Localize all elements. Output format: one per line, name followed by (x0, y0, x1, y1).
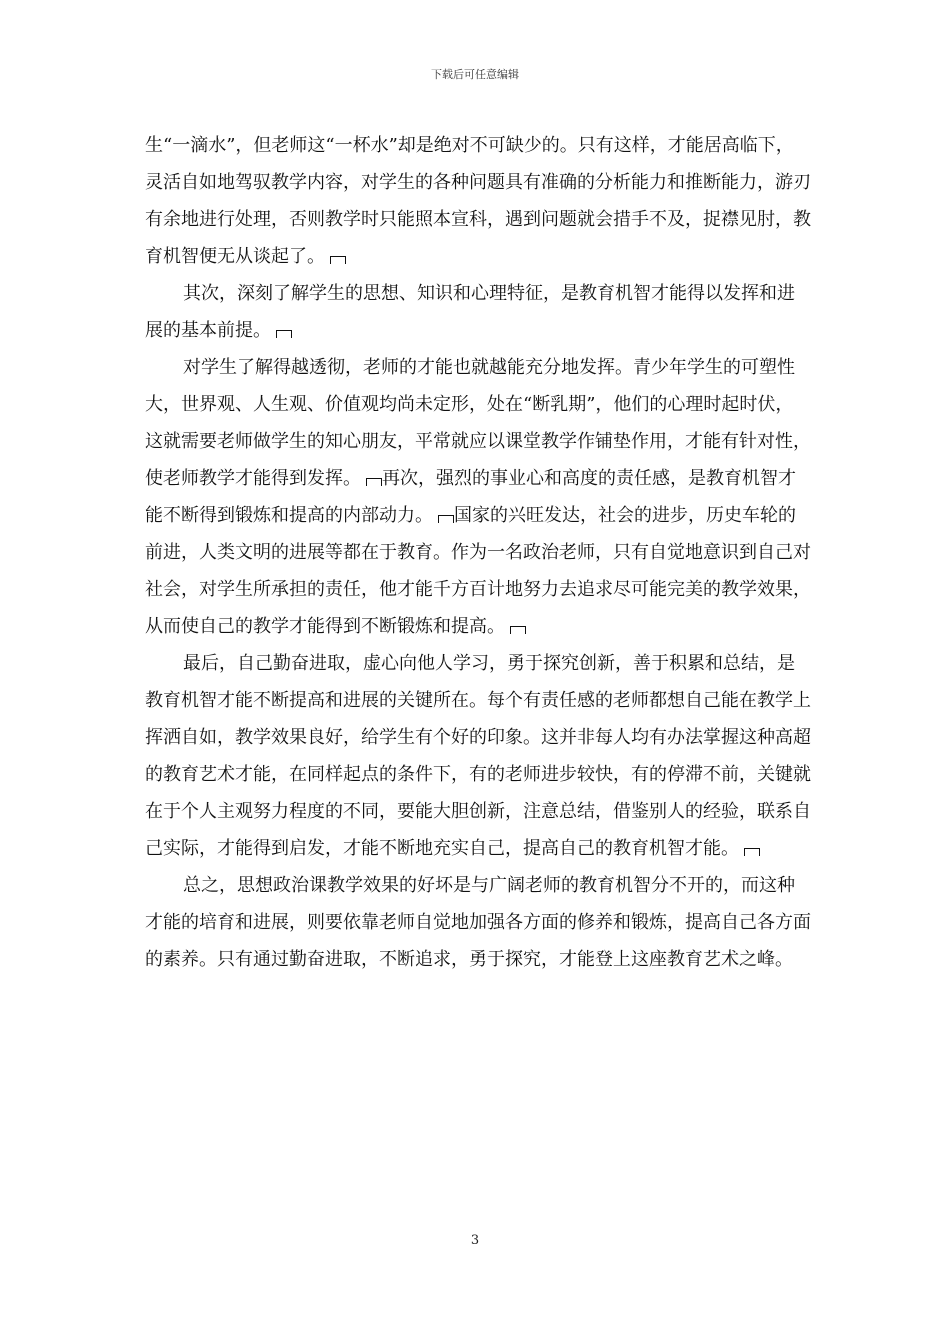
paragraph-2-text: 其次，深刻了解学生的思想、知识和心理特征，是教育机智才能得以发挥和进展的基本前提。 (145, 283, 795, 341)
paragraph-3-text-b: 再次，强烈的事业心和高度的责任感，是教育机智才能不断得到锻炼和提高的内部动力。 (145, 468, 796, 526)
page-number: 3 (470, 1233, 480, 1248)
paragraph-3-text-a: 对学生了解得越透彻，老师的才能也就越能充分地发挥。青少年学生的可塑性大，世界观、人生观、价值观均尚未定形，处在“断乳期”，他们的心理时起时伏，这就需要老师做学生的知心朋友，平常就应以课堂教学作铺垫作用，才能有针对性，使老师教学才能得到发挥。 (145, 357, 811, 489)
paragraph-mark-icon (330, 256, 346, 264)
paragraph-mark-icon (366, 478, 382, 486)
paragraph-1 (145, 127, 811, 275)
paragraph-mark-icon (510, 626, 526, 634)
paragraph-4 (145, 645, 811, 867)
paragraph-mark-icon (744, 848, 760, 856)
paragraph-3-text-c: 国家的兴旺发达，社会的进步，历史车轮的前进，人类文明的进展等都在于教育。作为一名政治老师，只有自觉地意识到自己对社会，对学生所承担的责任，他才能千方百计地努力去追求尽可能完美的教学效果，从而使自己的教学才能得到不断锻炼和提高。 (145, 505, 811, 637)
paragraph-mark-icon (438, 515, 454, 523)
paragraph-1-text: 生“一滴水”，但老师这“一杯水”却是绝对不可缺少的。只有这样，才能居高临下，灵活自如地驾驭教学内容，对学生的各种问题具有准确的分析能力和推断能力，游刃有余地进行处理，否则教学时只能照本宣科，遇到问题就会措手不及，捉襟见肘，教育机智便无从谈起了。 (145, 135, 811, 267)
paragraph-5 (145, 867, 811, 978)
paragraph-3 (145, 349, 811, 645)
paragraph-2 (145, 275, 811, 349)
page-header: 下载后可任意编辑 (431, 68, 519, 81)
paragraph-5-text: 总之，思想政治课教学效果的好坏是与广阔老师的教育机智分不开的，而这种才能的培育和进展，则要依靠老师自觉地加强各方面的修养和锻炼，提高自己各方面的素养。只有通过勤奋进取，不断追求，勇于探究，才能登上这座教育艺术之峰。 (145, 875, 811, 970)
paragraph-mark-icon (276, 330, 292, 338)
document-body (145, 127, 811, 978)
paragraph-4-text: 最后，自己勤奋进取，虚心向他人学习，勇于探究创新，善于积累和总结，是教育机智才能不断提高和进展的关键所在。每个有责任感的老师都想自己能在教学上挥洒自如，教学效果良好，给学生有个好的印象。这并非每人均有办法掌握这种高超的教育艺术才能，在同样起点的条件下，有的老师进步较快，有的停滞不前，关键就在于个人主观努力程度的不同，要能大胆创新，注意总结，借鉴别人的经验，联系自己实际，才能得到启发，才能不断地充实自己，提高自己的教育机智才能。 (145, 653, 811, 859)
